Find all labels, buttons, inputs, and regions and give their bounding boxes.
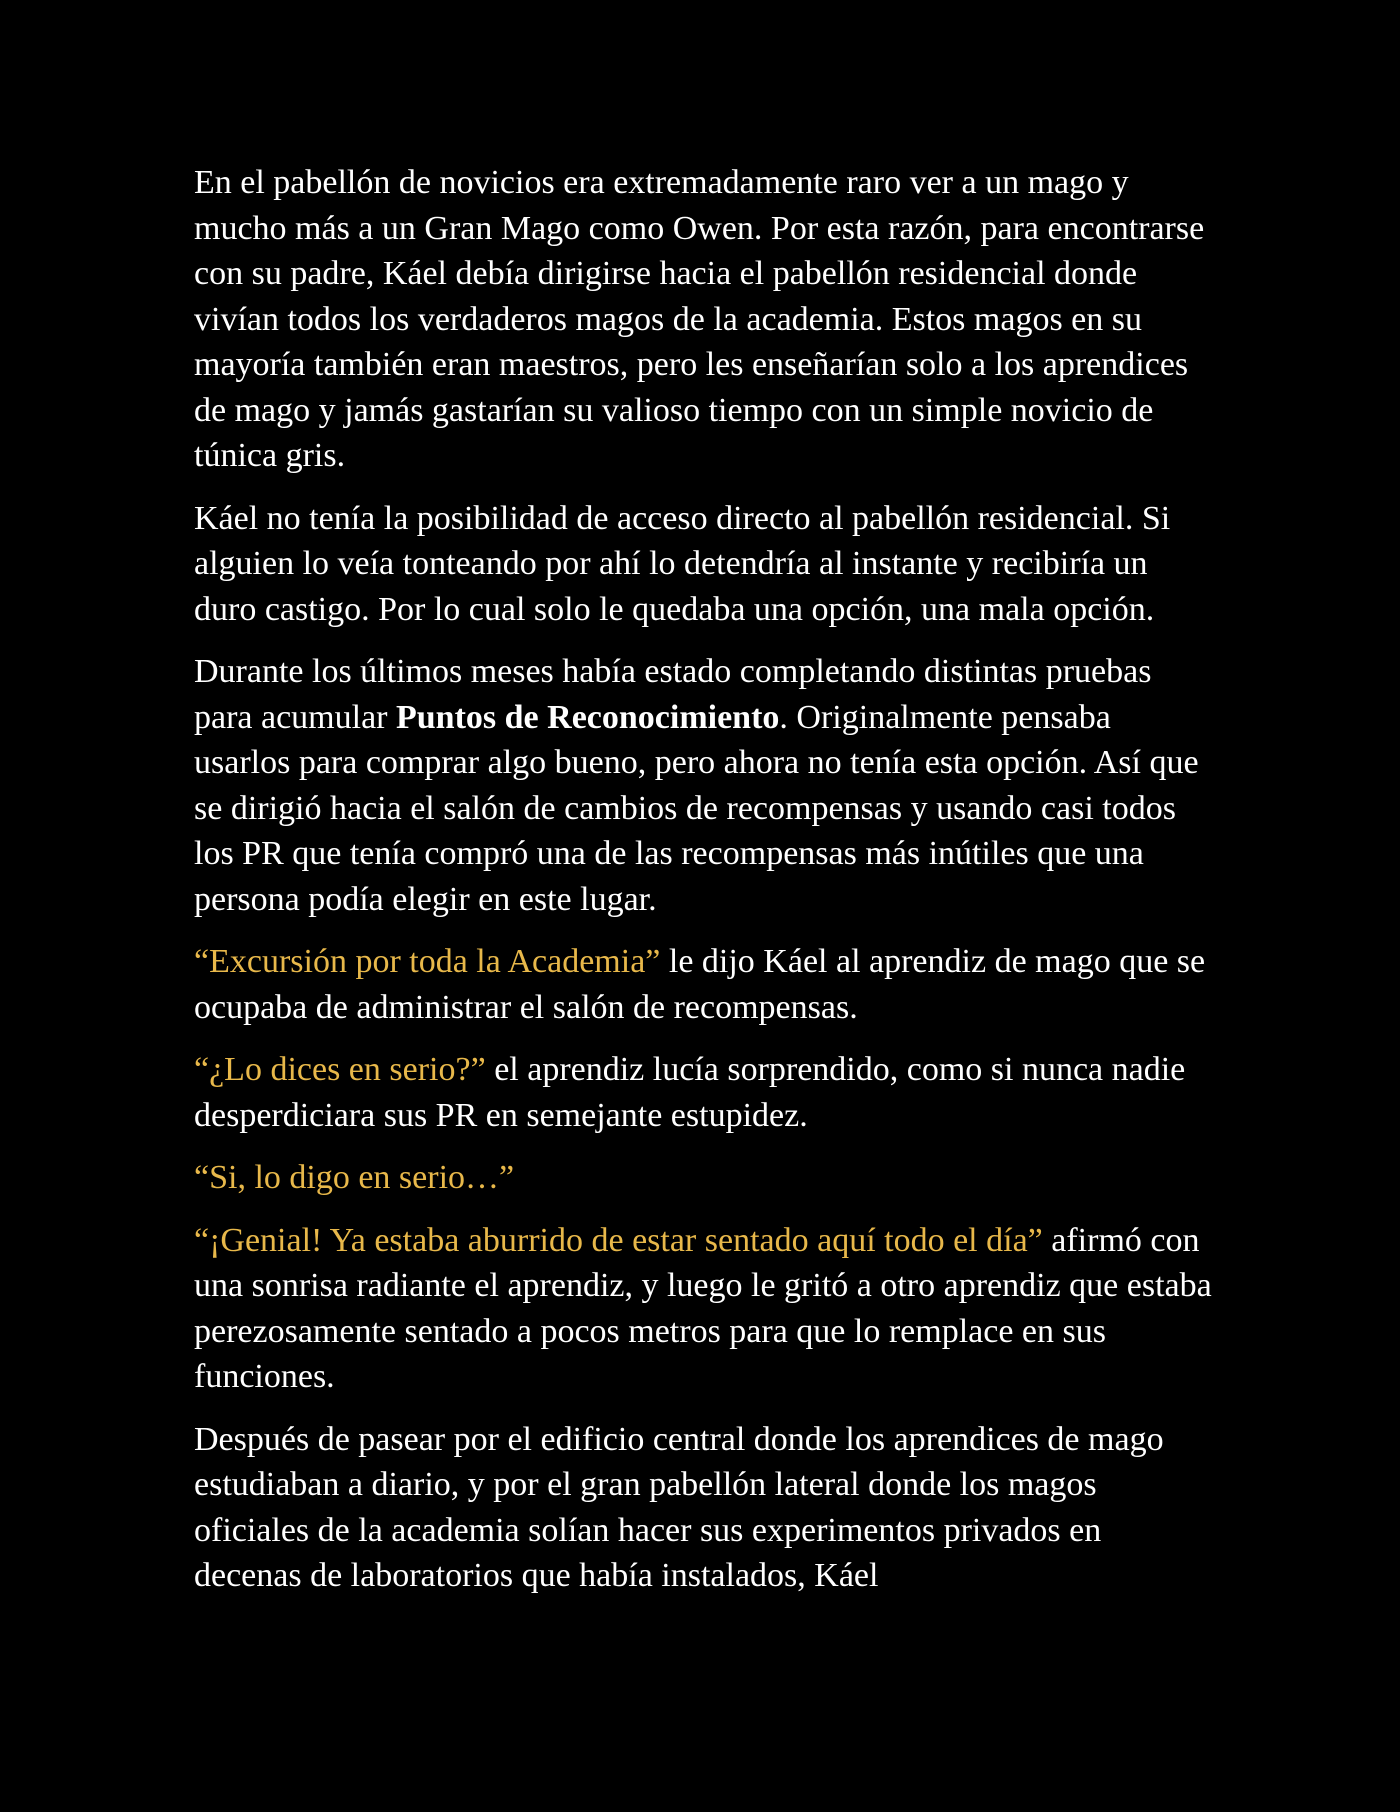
paragraph-5: [194, 1047, 1214, 1138]
dialogue-quote-2: “¿Lo dices en serio?”: [194, 1051, 486, 1088]
paragraph-2-text: Káel no tenía la posibilidad de acceso directo al pabellón residencial. Si alguien lo veía tonteando por ahí lo detendría al instante y recibiría un duro castigo. Por lo cual solo le quedaba una opción, una mala opción.: [194, 499, 1171, 628]
paragraph-2: [194, 496, 1214, 633]
paragraph-3-text-before: Durante los últimos meses había estado completando distintas pruebas para acumular: [194, 653, 1152, 736]
paragraph-1-text: En el pabellón de novicios era extremadamente raro ver a un mago y mucho más a un Gran Mago como Owen. Por esta razón, para encontrarse con su padre, Káel debía dirigirse hacia el pabellón residencial donde vivían todos los verdaderos magos de la academia. Estos magos en su mayoría también eran maestros, pero les enseñarían solo a los aprendices de mago y jamás gastarían su valioso tiempo con un simple novicio de túnica gris.: [194, 164, 1205, 474]
document-page: [194, 160, 1214, 1616]
paragraph-1: [194, 160, 1214, 479]
paragraph-6: [194, 1155, 1214, 1201]
paragraph-5-text: el aprendiz lucía sorprendido, como si nunca nadie desperdiciara sus PR en semejante estupidez.: [194, 1051, 1186, 1134]
dialogue-quote-3: “Si, lo digo en serio…”: [194, 1159, 515, 1196]
paragraph-4: [194, 939, 1214, 1030]
paragraph-4-text: le dijo Káel al aprendiz de mago que se ocupaba de administrar el salón de recompensas.: [194, 943, 1206, 1026]
paragraph-3-text-after: . Originalmente pensaba usarlos para comprar algo bueno, pero ahora no tenía esta opción. Así que se dirigió hacia el salón de cambios de recompensas y usando casi todos los PR que tenía compró una de las recompensas más inútiles que una persona podía elegir en este lugar.: [194, 698, 1199, 918]
dialogue-quote-4: “¡Genial! Ya estaba aburrido de estar sentado aquí todo el día”: [194, 1221, 1043, 1259]
dialogue-quote-1: “Excursión por toda la Academia”: [194, 943, 661, 980]
paragraph-3: [194, 649, 1214, 922]
paragraph-8-text: Después de pasear por el edificio central donde los aprendices de mago estudiaban a diario, y por el gran pabellón lateral donde los magos oficiales de la academia solían hacer sus experimentos privados en decenas de laboratorios que había instalados, Káel: [194, 1420, 1164, 1594]
paragraph-3-bold-term: Puntos de Reconocimiento: [396, 698, 780, 736]
paragraph-8: [194, 1417, 1214, 1599]
paragraph-7: [194, 1218, 1214, 1400]
paragraph-7-text: afirmó con una sonrisa radiante el aprendiz, y luego le gritó a otro aprendiz que estaba perezosamente sentado a pocos metros para que lo remplace en sus funciones.: [194, 1221, 1212, 1395]
